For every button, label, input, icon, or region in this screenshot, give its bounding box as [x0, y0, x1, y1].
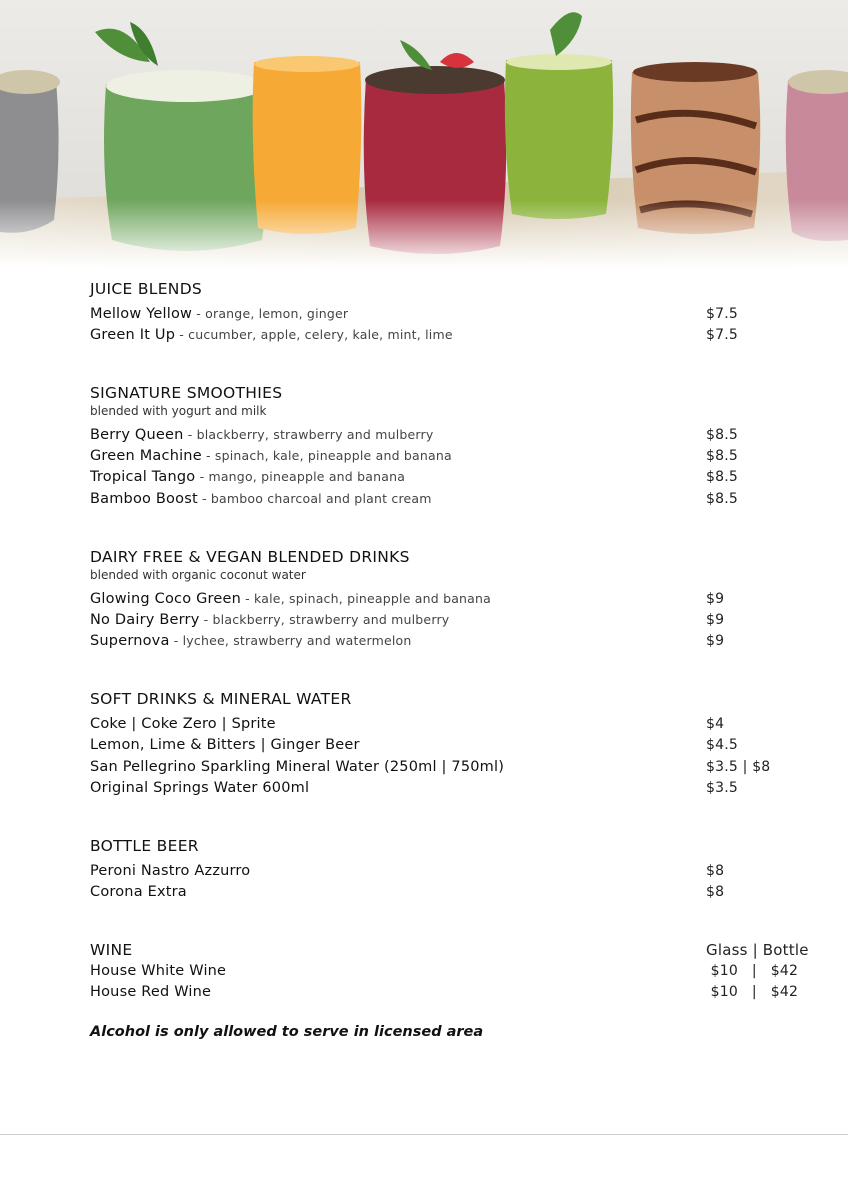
menu-item-row	[90, 306, 790, 326]
item-price: $8	[706, 863, 725, 879]
item-description: - blackberry, strawberry and mulberry	[183, 427, 434, 442]
item-name: Lemon, Lime & Bitters | Ginger Beer	[90, 737, 360, 753]
bottom-divider	[0, 1134, 848, 1135]
item-name: Glowing Coco Green	[90, 591, 241, 607]
item-price: $3.5	[706, 780, 738, 796]
menu-item-row	[90, 863, 790, 883]
item-price: $9	[706, 591, 725, 607]
item-name: San Pellegrino Sparkling Mineral Water (250ml | 750ml)	[90, 759, 505, 775]
menu-item-row	[90, 884, 790, 904]
item-description: - bamboo charcoal and plant cream	[197, 491, 432, 506]
item-price: $8.5	[706, 427, 738, 443]
section-title-signature-smoothies: SIGNATURE SMOOTHIES	[90, 384, 283, 402]
item-description: - lychee, strawberry and watermelon	[169, 633, 412, 648]
item-name: Green It Up	[90, 327, 176, 343]
item-price: $8	[706, 884, 725, 900]
item-price: $8.5	[706, 491, 738, 507]
item-name: Tropical Tango	[90, 469, 196, 485]
item-price: $9	[706, 612, 725, 628]
item-name: House White Wine	[90, 963, 227, 979]
item-description: - cucumber, apple, celery, kale, mint, lime	[175, 327, 453, 342]
section-title-bottle-beer: BOTTLE BEER	[90, 837, 199, 855]
item-name: Peroni Nastro Azzurro	[90, 863, 251, 879]
item-name: Coke | Coke Zero | Sprite	[90, 716, 276, 732]
menu-item-row	[90, 633, 790, 653]
menu-item-row	[90, 591, 790, 611]
item-price: $8.5	[706, 469, 738, 485]
hero-drinks-image	[0, 0, 848, 268]
menu-item-row	[90, 469, 790, 489]
menu-item-row	[90, 427, 790, 447]
section-title-dairy-free-vegan: DAIRY FREE & VEGAN BLENDED DRINKS	[90, 548, 410, 566]
wine-price-header: Glass | Bottle	[706, 941, 809, 959]
item-name: No Dairy Berry	[90, 612, 200, 628]
item-price: $10 | $42	[706, 984, 799, 1000]
item-name: Green Machine	[90, 448, 202, 464]
item-name: Berry Queen	[90, 427, 184, 443]
item-price: $9	[706, 633, 725, 649]
item-description: - spinach, kale, pineapple and banana	[201, 448, 452, 463]
item-name: Supernova	[90, 633, 170, 649]
section-title-soft-drinks: SOFT DRINKS & MINERAL WATER	[90, 690, 352, 708]
item-price: $7.5	[706, 327, 738, 343]
item-price: $10 | $42	[706, 963, 799, 979]
smoothie-glasses-illustration	[0, 0, 848, 268]
menu-item-row	[90, 759, 790, 779]
section-title-wine: WINE	[90, 941, 133, 959]
item-name: Bamboo Boost	[90, 491, 198, 507]
section-title-juice-blends: JUICE BLENDS	[90, 280, 203, 298]
menu-item-row	[90, 612, 790, 632]
menu-item-row	[90, 737, 790, 757]
item-description: - orange, lemon, ginger	[192, 306, 349, 321]
item-price: $3.5 | $8	[706, 759, 771, 775]
item-price: $7.5	[706, 306, 738, 322]
section-subtitle: blended with yogurt and milk	[90, 404, 267, 418]
item-name: Corona Extra	[90, 884, 187, 900]
item-price: $8.5	[706, 448, 738, 464]
menu-item-row	[90, 984, 799, 1004]
item-description: - mango, pineapple and banana	[195, 469, 406, 484]
item-description: - kale, spinach, pineapple and banana	[241, 591, 492, 606]
menu-item-row	[90, 327, 790, 347]
item-name: Original Springs Water 600ml	[90, 780, 310, 796]
menu-item-row	[90, 780, 790, 800]
item-price: $4	[706, 716, 725, 732]
menu-item-row	[90, 448, 790, 468]
item-description: - blackberry, strawberry and mulberry	[199, 612, 450, 627]
menu-item-row	[90, 491, 790, 511]
menu-item-row	[90, 963, 799, 983]
alcohol-note: Alcohol is only allowed to serve in licensed area	[90, 1024, 484, 1040]
item-name: House Red Wine	[90, 984, 212, 1000]
item-price: $4.5	[706, 737, 738, 753]
section-subtitle: blended with organic coconut water	[90, 568, 306, 582]
menu-item-row	[90, 716, 790, 736]
item-name: Mellow Yellow	[90, 306, 193, 322]
